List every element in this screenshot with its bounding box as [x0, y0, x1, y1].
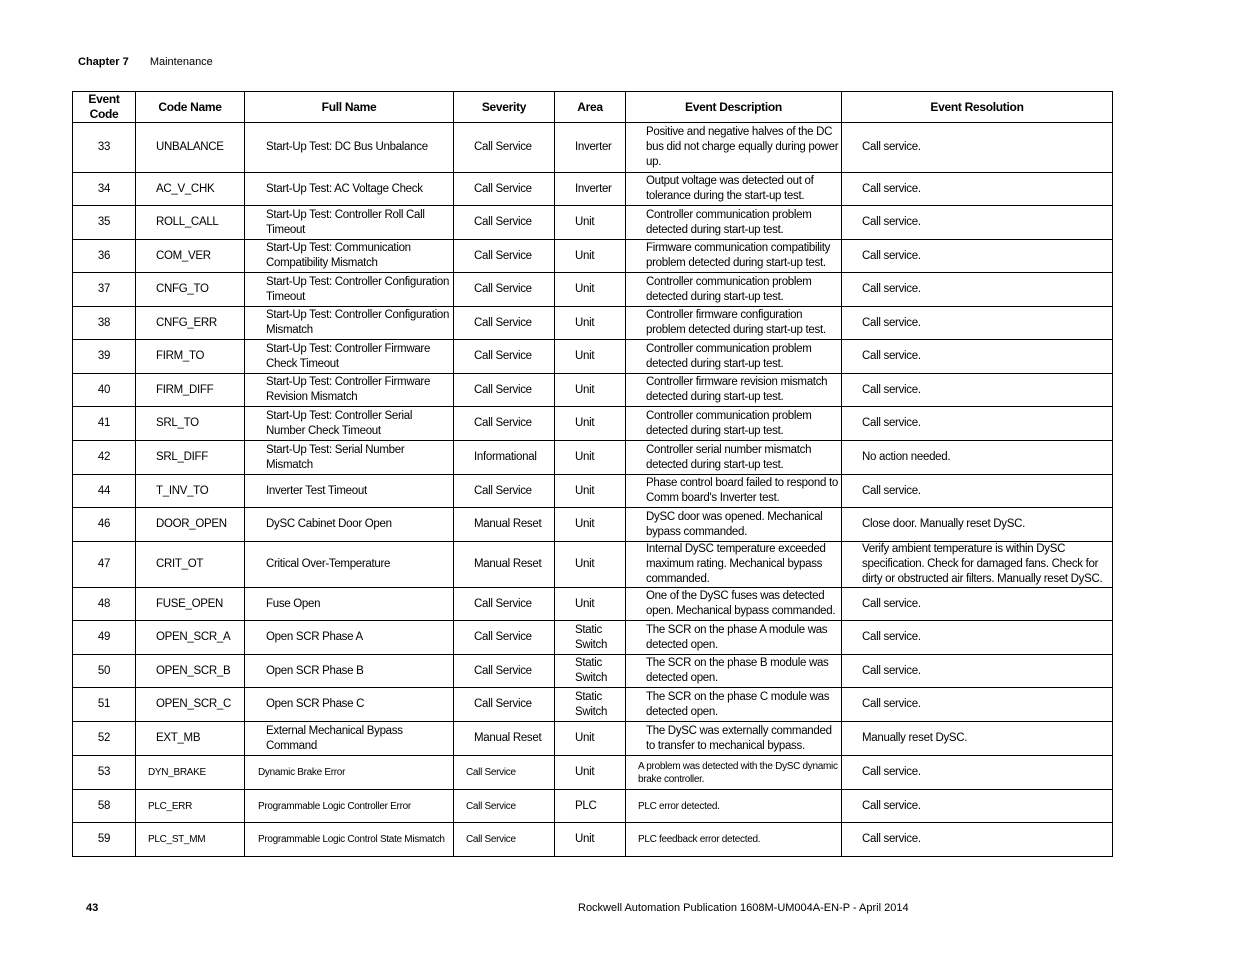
cell-severity: Call Service: [454, 823, 555, 857]
cell-area: Inverter: [555, 173, 626, 206]
cell-desc: Internal DySC temperature exceeded maximum rating. Mechanical bypass commanded.: [626, 542, 842, 588]
cell-res: Call service.: [842, 790, 1113, 823]
cell-name: FUSE_OPEN: [136, 588, 245, 621]
cell-res: Call service.: [842, 688, 1113, 722]
cell-res: Close door. Manually reset DySC.: [842, 508, 1113, 542]
cell-code: 46: [73, 508, 136, 542]
cell-full: Start-Up Test: DC Bus Unbalance: [245, 123, 454, 173]
cell-severity: Call Service: [454, 206, 555, 240]
cell-full: Start-Up Test: Communication Compatibility Mismatch: [245, 240, 454, 273]
cell-severity: Call Service: [454, 588, 555, 621]
table-row: [73, 756, 1113, 790]
cell-desc: The DySC was externally commanded to transfer to mechanical bypass.: [626, 722, 842, 756]
cell-area: Unit: [555, 542, 626, 588]
cell-name: DOOR_OPEN: [136, 508, 245, 542]
cell-severity: Call Service: [454, 240, 555, 273]
cell-desc: Output voltage was detected out of tolerance during the start-up test.: [626, 173, 842, 206]
cell-area: Unit: [555, 340, 626, 374]
cell-full: Critical Over-Temperature: [245, 542, 454, 588]
cell-area: Unit: [555, 756, 626, 790]
cell-name: OPEN_SCR_B: [136, 655, 245, 688]
table-row: [73, 307, 1113, 340]
cell-res: Call service.: [842, 823, 1113, 857]
cell-name: FIRM_TO: [136, 340, 245, 374]
column-header: Event Description: [626, 92, 842, 123]
table-row: [73, 655, 1113, 688]
cell-code: 51: [73, 688, 136, 722]
cell-area: Inverter: [555, 123, 626, 173]
cell-full: Start-Up Test: Serial Number Mismatch: [245, 441, 454, 475]
cell-severity: Call Service: [454, 688, 555, 722]
cell-full: Start-Up Test: AC Voltage Check: [245, 173, 454, 206]
cell-code: 52: [73, 722, 136, 756]
cell-name: OPEN_SCR_C: [136, 688, 245, 722]
cell-code: 34: [73, 173, 136, 206]
cell-severity: Call Service: [454, 273, 555, 307]
cell-res: No action needed.: [842, 441, 1113, 475]
cell-name: ROLL_CALL: [136, 206, 245, 240]
cell-desc: Controller communication problem detected during start-up test.: [626, 273, 842, 307]
chapter-label: Chapter 7: [78, 56, 129, 68]
cell-desc: PLC feedback error detected.: [626, 823, 842, 857]
cell-area: Static Switch: [555, 688, 626, 722]
cell-code: 59: [73, 823, 136, 857]
cell-full: External Mechanical Bypass Command: [245, 722, 454, 756]
cell-desc: A problem was detected with the DySC dynamic brake controller.: [626, 756, 842, 790]
column-header: Code Name: [136, 92, 245, 123]
table-row: [73, 407, 1113, 441]
cell-name: DYN_BRAKE: [136, 756, 245, 790]
cell-code: 37: [73, 273, 136, 307]
cell-name: PLC_ERR: [136, 790, 245, 823]
cell-code: 49: [73, 621, 136, 655]
cell-res: Call service.: [842, 407, 1113, 441]
cell-name: SRL_DIFF: [136, 441, 245, 475]
cell-full: Inverter Test Timeout: [245, 475, 454, 508]
cell-code: 58: [73, 790, 136, 823]
cell-res: Call service.: [842, 475, 1113, 508]
table-row: [73, 475, 1113, 508]
cell-code: 38: [73, 307, 136, 340]
cell-area: Unit: [555, 722, 626, 756]
cell-res: Call service.: [842, 273, 1113, 307]
running-header: [78, 56, 213, 68]
cell-area: Unit: [555, 240, 626, 273]
page-number: 43: [86, 902, 99, 914]
table-row: [73, 688, 1113, 722]
column-header: Event Resolution: [842, 92, 1113, 123]
cell-severity: Manual Reset: [454, 508, 555, 542]
column-header: Severity: [454, 92, 555, 123]
cell-name: FIRM_DIFF: [136, 374, 245, 407]
cell-res: Call service.: [842, 123, 1113, 173]
cell-severity: Call Service: [454, 340, 555, 374]
table-row: [73, 123, 1113, 173]
column-header: Area: [555, 92, 626, 123]
cell-full: Programmable Logic Controller Error: [245, 790, 454, 823]
cell-res: Call service.: [842, 206, 1113, 240]
cell-desc: Controller firmware configuration problem detected during start-up test.: [626, 307, 842, 340]
cell-desc: PLC error detected.: [626, 790, 842, 823]
cell-desc: Phase control board failed to respond to Comm board's Inverter test.: [626, 475, 842, 508]
cell-desc: The SCR on the phase A module was detected open.: [626, 621, 842, 655]
cell-full: DySC Cabinet Door Open: [245, 508, 454, 542]
cell-desc: DySC door was opened. Mechanical bypass commanded.: [626, 508, 842, 542]
cell-full: Start-Up Test: Controller Configuration Mismatch: [245, 307, 454, 340]
cell-area: Static Switch: [555, 621, 626, 655]
cell-severity: Call Service: [454, 123, 555, 173]
cell-name: CNFG_TO: [136, 273, 245, 307]
column-header: Event Code: [73, 92, 136, 123]
cell-severity: Informational: [454, 441, 555, 475]
cell-severity: Call Service: [454, 655, 555, 688]
cell-res: Call service.: [842, 240, 1113, 273]
cell-name: AC_V_CHK: [136, 173, 245, 206]
table-row: [73, 273, 1113, 307]
cell-desc: Positive and negative halves of the DC bus did not charge equally during power up.: [626, 123, 842, 173]
cell-name: OPEN_SCR_A: [136, 621, 245, 655]
cell-full: Open SCR Phase B: [245, 655, 454, 688]
cell-code: 41: [73, 407, 136, 441]
cell-severity: Call Service: [454, 621, 555, 655]
cell-desc: One of the DySC fuses was detected open. Mechanical bypass commanded.: [626, 588, 842, 621]
cell-full: Open SCR Phase C: [245, 688, 454, 722]
table-body: [73, 123, 1113, 857]
cell-area: Unit: [555, 374, 626, 407]
cell-res: Call service.: [842, 307, 1113, 340]
table-row: [73, 542, 1113, 588]
cell-name: CRIT_OT: [136, 542, 245, 588]
table-row: [73, 508, 1113, 542]
cell-code: 36: [73, 240, 136, 273]
cell-name: EXT_MB: [136, 722, 245, 756]
cell-desc: Controller serial number mismatch detected during start-up test.: [626, 441, 842, 475]
cell-severity: Manual Reset: [454, 542, 555, 588]
table-row: [73, 588, 1113, 621]
table-row: [73, 621, 1113, 655]
cell-desc: Firmware communication compatibility problem detected during start-up test.: [626, 240, 842, 273]
cell-full: Start-Up Test: Controller Firmware Check Timeout: [245, 340, 454, 374]
cell-area: Unit: [555, 588, 626, 621]
cell-desc: The SCR on the phase C module was detected open.: [626, 688, 842, 722]
cell-area: Unit: [555, 508, 626, 542]
cell-severity: Call Service: [454, 475, 555, 508]
cell-name: SRL_TO: [136, 407, 245, 441]
publication-info: Rockwell Automation Publication 1608M-UM004A-EN-P - April 2014: [578, 902, 909, 914]
cell-res: Manually reset DySC.: [842, 722, 1113, 756]
section-label: Maintenance: [149, 56, 213, 68]
cell-name: PLC_ST_MM: [136, 823, 245, 857]
cell-res: Call service.: [842, 374, 1113, 407]
cell-full: Start-Up Test: Controller Roll Call Timeout: [245, 206, 454, 240]
cell-full: Start-Up Test: Controller Firmware Revision Mismatch: [245, 374, 454, 407]
cell-area: Unit: [555, 407, 626, 441]
cell-code: 39: [73, 340, 136, 374]
table-row: [73, 173, 1113, 206]
cell-full: Programmable Logic Control State Mismatch: [245, 823, 454, 857]
cell-code: 48: [73, 588, 136, 621]
table-row: [73, 722, 1113, 756]
cell-full: Start-Up Test: Controller Serial Number Check Timeout: [245, 407, 454, 441]
cell-area: Unit: [555, 273, 626, 307]
cell-severity: Call Service: [454, 756, 555, 790]
cell-desc: Controller firmware revision mismatch detected during start-up test.: [626, 374, 842, 407]
cell-full: Fuse Open: [245, 588, 454, 621]
cell-name: CNFG_ERR: [136, 307, 245, 340]
cell-full: Dynamic Brake Error: [245, 756, 454, 790]
cell-res: Call service.: [842, 588, 1113, 621]
cell-severity: Call Service: [454, 307, 555, 340]
cell-code: 35: [73, 206, 136, 240]
cell-code: 42: [73, 441, 136, 475]
cell-severity: Call Service: [454, 790, 555, 823]
cell-code: 47: [73, 542, 136, 588]
cell-code: 33: [73, 123, 136, 173]
cell-res: Call service.: [842, 173, 1113, 206]
cell-severity: Call Service: [454, 374, 555, 407]
table-row: [73, 823, 1113, 857]
cell-res: Call service.: [842, 756, 1113, 790]
table-header-row: [73, 92, 1113, 123]
cell-area: Static Switch: [555, 655, 626, 688]
cell-severity: Call Service: [454, 407, 555, 441]
cell-res: Call service.: [842, 340, 1113, 374]
cell-desc: The SCR on the phase B module was detected open.: [626, 655, 842, 688]
cell-res: Verify ambient temperature is within DySC specification. Check for damaged fans. Check for dirty or obstructed air filters. Manually reset DySC.: [842, 542, 1113, 588]
cell-area: Unit: [555, 307, 626, 340]
cell-name: COM_VER: [136, 240, 245, 273]
cell-severity: Call Service: [454, 173, 555, 206]
cell-name: T_INV_TO: [136, 475, 245, 508]
cell-code: 53: [73, 756, 136, 790]
table-row: [73, 374, 1113, 407]
cell-area: Unit: [555, 206, 626, 240]
table-row: [73, 240, 1113, 273]
cell-code: 50: [73, 655, 136, 688]
table-row: [73, 790, 1113, 823]
cell-area: Unit: [555, 823, 626, 857]
cell-name: UNBALANCE: [136, 123, 245, 173]
event-code-table: [72, 91, 1113, 857]
cell-desc: Controller communication problem detected during start-up test.: [626, 407, 842, 441]
table-row: [73, 340, 1113, 374]
table-row: [73, 206, 1113, 240]
table-row: [73, 441, 1113, 475]
cell-severity: Manual Reset: [454, 722, 555, 756]
column-header: Full Name: [245, 92, 454, 123]
cell-res: Call service.: [842, 655, 1113, 688]
cell-desc: Controller communication problem detected during start-up test.: [626, 340, 842, 374]
cell-full: Start-Up Test: Controller Configuration Timeout: [245, 273, 454, 307]
cell-area: PLC: [555, 790, 626, 823]
cell-desc: Controller communication problem detected during start-up test.: [626, 206, 842, 240]
cell-area: Unit: [555, 475, 626, 508]
cell-full: Open SCR Phase A: [245, 621, 454, 655]
cell-area: Unit: [555, 441, 626, 475]
cell-code: 40: [73, 374, 136, 407]
cell-code: 44: [73, 475, 136, 508]
cell-res: Call service.: [842, 621, 1113, 655]
